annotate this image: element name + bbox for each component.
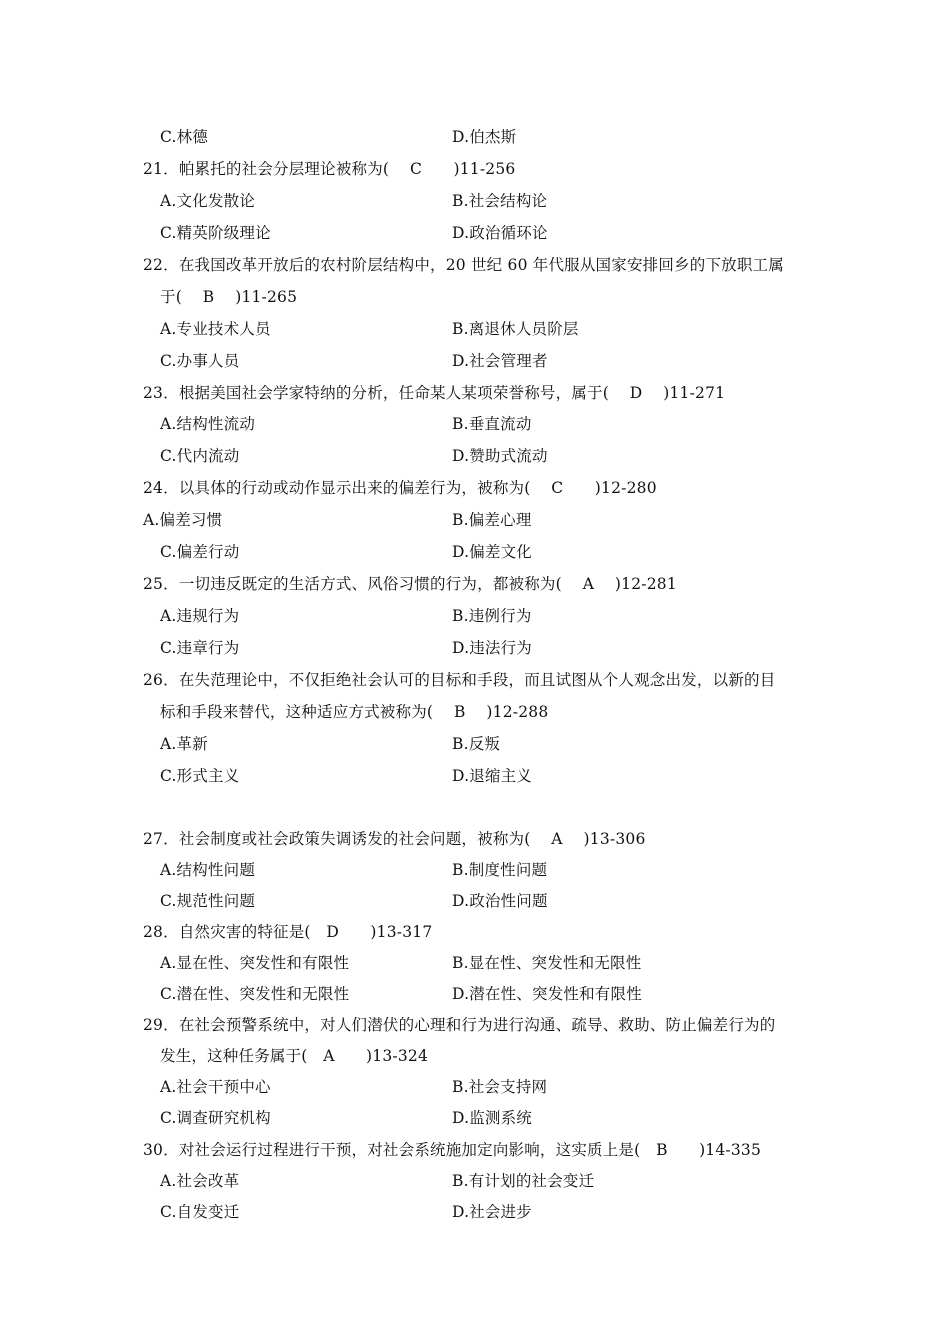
option-a: A.结构性流动 [160, 415, 256, 433]
question-21: 21．帕累托的社会分层理论被称为( C )11-256 [143, 160, 516, 178]
option-c: C.代内流动 [160, 447, 240, 465]
option-a: A.社会改革 [160, 1172, 240, 1190]
option-c: C.精英阶级理论 [160, 224, 271, 242]
option-a: A.专业技术人员 [160, 320, 271, 338]
option-a: A.结构性问题 [160, 861, 256, 879]
option-c: C.违章行为 [160, 639, 240, 657]
option-b: B.反叛 [452, 735, 501, 753]
question-22-continuation: 于( B )11-265 [160, 288, 298, 306]
option-a: A.显在性、突发性和有限性 [160, 954, 350, 972]
question-30: 30．对社会运行过程进行干预，对社会系统施加定向影响，这实质上是( B )14-335 [143, 1141, 762, 1159]
option-a: A.文化发散论 [160, 192, 256, 210]
option-b: B.显在性、突发性和无限性 [452, 954, 642, 972]
option-d: D.赞助式流动 [452, 447, 548, 465]
question-27: 27．社会制度或社会政策失调诱发的社会问题，被称为( A )13-306 [143, 830, 646, 848]
option-a: A.偏差习惯 [143, 511, 223, 529]
option-d: D.政治循环论 [452, 224, 548, 242]
option-c: C.偏差行动 [160, 543, 240, 561]
option-d: D.伯杰斯 [452, 128, 517, 146]
question-29-continuation: 发生，这种任务属于( A )13-324 [160, 1047, 429, 1065]
option-b: B.偏差心理 [452, 511, 532, 529]
option-b: B.有计划的社会变迁 [452, 1172, 595, 1190]
question-26-continuation: 标和手段来替代，这种适应方式被称为( B )12-288 [160, 703, 549, 721]
option-c: C.调查研究机构 [160, 1109, 271, 1127]
option-d: D.社会管理者 [452, 352, 548, 370]
option-c: C.办事人员 [160, 352, 240, 370]
option-b: B.社会支持网 [452, 1078, 548, 1096]
option-d: D.监测系统 [452, 1109, 533, 1127]
question-28: 28．自然灾害的特征是( D )13-317 [143, 923, 433, 941]
option-d: D.潜在性、突发性和有限性 [452, 985, 642, 1003]
option-d: D.退缩主义 [452, 767, 533, 785]
option-d: D.社会进步 [452, 1203, 533, 1221]
question-26: 26．在失范理论中，不仅拒绝社会认可的目标和手段，而且试图从个人观念出发，以新的目 [143, 671, 776, 689]
option-d: D.政治性问题 [452, 892, 548, 910]
question-25: 25．一切违反既定的生活方式、风俗习惯的行为，都被称为( A )12-281 [143, 575, 677, 593]
question-22: 22．在我国改革开放后的农村阶层结构中，20 世纪 60 年代服从国家安排回乡的下放职工属 [143, 256, 784, 274]
option-c: C.潜在性、突发性和无限性 [160, 985, 350, 1003]
question-24: 24．以具体的行动或动作显示出来的偏差行为，被称为( C )12-280 [143, 479, 657, 497]
option-d: D.偏差文化 [452, 543, 533, 561]
option-b: B.垂直流动 [452, 415, 532, 433]
question-29: 29．在社会预警系统中，对人们潜伏的心理和行为进行沟通、疏导、救助、防止偏差行为的 [143, 1016, 776, 1034]
option-b: B.制度性问题 [452, 861, 548, 879]
question-23: 23．根据美国社会学家特纳的分析，任命某人某项荣誉称号，属于( D )11-271 [143, 384, 726, 402]
option-a: A.社会干预中心 [160, 1078, 271, 1096]
option-b: B.违例行为 [452, 607, 532, 625]
option-a: A.违规行为 [160, 607, 240, 625]
option-b: B.离退休人员阶层 [452, 320, 579, 338]
option-a: A.革新 [160, 735, 208, 753]
option-c: C.自发变迁 [160, 1203, 240, 1221]
option-d: D.违法行为 [452, 639, 533, 657]
option-c: C.林德 [160, 128, 209, 146]
option-c: C.规范性问题 [160, 892, 256, 910]
option-b: B.社会结构论 [452, 192, 548, 210]
option-c: C.形式主义 [160, 767, 240, 785]
